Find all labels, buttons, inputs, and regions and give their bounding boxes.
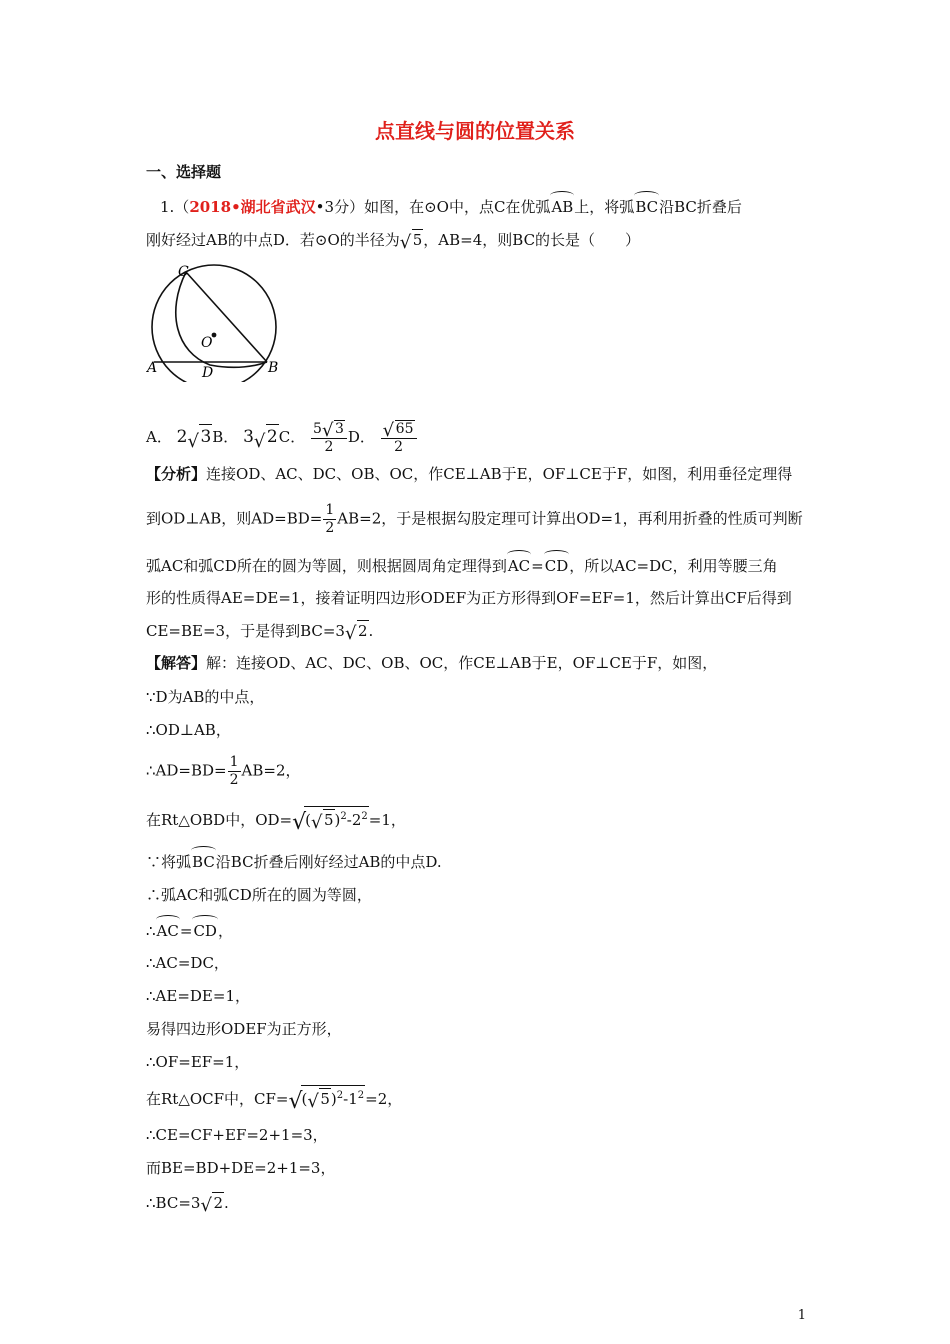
solution-line-7: ∴弧AC和弧CD所在的圆为等圆，	[146, 886, 372, 904]
analysis-line-1: 【分析】连接OD、AC、DC、OB、OC，作CE⊥AB于E，OF⊥CE于F，如图，利用垂径定理得	[146, 465, 793, 483]
label-a: A	[147, 360, 158, 376]
question-text: 沿BC折叠后	[659, 198, 742, 216]
option-d-value: √ 65 2	[381, 420, 417, 456]
label-d: D	[202, 365, 214, 381]
analysis-line-5: CE=BE=3，于是得到BC=3 √ 2.	[146, 622, 374, 644]
option-a-value: 2 √ 3	[177, 427, 213, 447]
solution-line-2: ∵D为AB的中点，	[146, 688, 265, 706]
section-heading: 一、选择题	[146, 163, 222, 181]
solution-line-3: ∴OD⊥AB，	[146, 721, 231, 739]
page-number: 1	[797, 1308, 806, 1323]
arc-bc: BC	[635, 198, 659, 216]
solution-line-14: ∴CE=CF+EF=2+1=3，	[146, 1126, 328, 1144]
solution-line-1: 【解答】解：连接OD、AC、DC、OB、OC，作CE⊥AB于E，OF⊥CE于F，如图，	[146, 654, 718, 672]
chord-bc	[186, 272, 267, 362]
question-text: 上，将弧	[574, 198, 635, 216]
analysis-line-3: 弧AC和弧CD所在的圆为等圆，则根据圆周角定理得到AC=CD，所以AC=DC，利用等腰三角	[146, 557, 778, 575]
arc-ac: AC	[507, 557, 531, 575]
question-text: ，AB=4，则BC的长是（ ）	[423, 231, 641, 249]
sqrt-2: √ 2	[344, 622, 368, 644]
arc-bc: BC	[192, 853, 215, 871]
sqrt-5: √ 5	[399, 231, 423, 253]
source-region: 湖北省武汉	[240, 198, 316, 216]
folded-arc	[176, 272, 267, 367]
question-number: 1.（	[160, 198, 190, 216]
label-b: B	[268, 360, 279, 376]
option-b-value: 3 √ 2	[243, 427, 279, 447]
solution-line-16: ∴BC=3 √ 2.	[146, 1194, 229, 1216]
arc-ab: AB	[551, 198, 574, 216]
question-text: 刚好经过AB的中点D．若⊙O的半径为	[146, 231, 400, 249]
analysis-line-4: 形的性质得AE=DE=1，接着证明四边形ODEF为正方形得到OF=EF=1，然后计算出CF后得到	[146, 589, 792, 607]
solution-line-6: ∵将弧BC沿BC折叠后刚好经过AB的中点D.	[146, 853, 442, 871]
geometry-figure	[146, 262, 286, 382]
arc-cd: CD	[544, 557, 569, 575]
source-year: 2018	[189, 198, 232, 216]
arc-cd: CD	[193, 922, 217, 940]
analysis-tag: 【分析】	[146, 465, 207, 483]
solution-tag: 【解答】	[146, 654, 207, 672]
sqrt-2: √ 2	[200, 1194, 223, 1216]
fraction-half: $\frac{1}{2}$	[229, 754, 239, 788]
solution-line-8: ∴AC=CD，	[146, 922, 233, 940]
option-b-label: B．	[212, 428, 239, 446]
question-line-2	[146, 229, 641, 253]
source-score: •3分）	[315, 198, 365, 216]
label-c: C	[178, 264, 189, 280]
option-c-value: 5 √ 3 2	[311, 420, 347, 456]
question-line-1	[160, 197, 742, 217]
solution-line-11: 易得四边形ODEF为正方形，	[146, 1020, 342, 1038]
solution-line-12: ∴OF=EF=1，	[146, 1053, 250, 1071]
fraction-half: $\frac{1}{2}$	[325, 502, 335, 536]
question-text: 如图，在⊙O中，点C在优弧	[364, 198, 551, 216]
solution-line-15: 而BE=BD+DE=2+1=3，	[146, 1159, 336, 1177]
sqrt-expression: √ ( √ $5)^2-1^2$	[289, 1085, 366, 1109]
analysis-line-2: 到OD⊥AB，则AD=BD= $\frac{1}{2}$ AB=2，于是根据勾股定理可计算出OD=1，再利用折叠的性质可判断	[146, 502, 803, 536]
option-a-label: A．	[146, 428, 172, 446]
label-o: O	[201, 335, 213, 351]
solution-line-13: 在Rt△OCF中，CF= √ ( √ $5)^2-1^2=2$，	[146, 1085, 402, 1109]
source-dot: •	[231, 198, 241, 216]
solution-line-10: ∴AE=DE=1，	[146, 987, 250, 1005]
solution-line-5: 在Rt△OBD中，OD= √ ( √ $5)^2-2^2=1$，	[146, 806, 406, 830]
sqrt-expression: √ ( √ $5)^2-2^2$	[292, 806, 369, 830]
option-c-label: C．	[278, 428, 306, 446]
answer-options	[146, 420, 418, 456]
page-title: 点直线与圆的位置关系	[375, 119, 575, 143]
arc-ac: AC	[156, 922, 179, 940]
solution-line-4: ∴AD=BD= $\frac{1}{2}$ AB=2，	[146, 754, 301, 788]
option-d-label: D．	[347, 428, 375, 446]
solution-line-9: ∴AC=DC，	[146, 954, 229, 972]
